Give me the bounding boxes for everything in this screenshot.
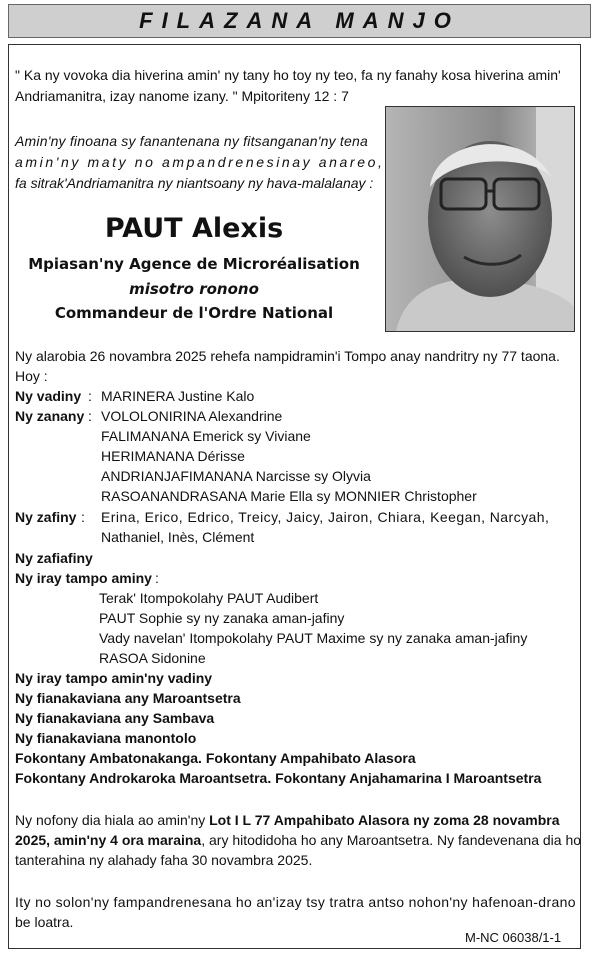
zanany-label: Ny zanany bbox=[15, 408, 85, 424]
vadiny-label: Ny vadiny bbox=[15, 388, 82, 404]
list-item: Vady navelan' Itompokolahy PAUT Maxime sy ny zanaka aman-jafiny bbox=[99, 630, 528, 646]
header-title: FILAZANA MANJO bbox=[139, 8, 460, 33]
list-item: Terak' Itompokolahy PAUT Audibert bbox=[99, 590, 319, 606]
intro-line-2: amin'ny maty no ampandrenesinay anareo, bbox=[15, 154, 385, 170]
zafiny-line-1: Erina, Erico, Edrico, Treicy, Jaicy, Jairon, Chiara, Keegan, Narcyah, bbox=[101, 509, 550, 525]
iray-tampo-sep: : bbox=[155, 570, 159, 586]
list-item: RASOA Sidonine bbox=[99, 650, 206, 666]
list-item: Ny fianakaviana any Sambava bbox=[15, 710, 215, 726]
closing-line-2: be loatra. bbox=[15, 914, 74, 930]
burial-text-2b: , ary hitodidoha ho any Maroantsetra. Ny fandevenana dia ho bbox=[201, 832, 582, 848]
verse-line-2: Andriamanitra, izay nanome izany. " Mpitoriteny 12 : 7 bbox=[15, 88, 349, 104]
burial-text-1a: Ny nofony dia hiala ao amin'ny bbox=[15, 812, 210, 828]
intro-line-3: fa sitrak'Andriamanitra ny niantsoany ny hava-malalanay : bbox=[15, 175, 374, 191]
list-item: VOLOLONIRINA Alexandrine bbox=[101, 408, 283, 424]
zafiafiny-label: Ny zafiafiny bbox=[15, 550, 93, 566]
list-item: RASOANANDRASANA Marie Ella sy MONNIER Christopher bbox=[101, 488, 477, 504]
deceased-title-2: misotro ronono bbox=[129, 280, 259, 298]
reference-code: M-NC 06038/1-1 bbox=[465, 930, 562, 945]
burial-time: 2025, amin'ny 4 ora maraina bbox=[15, 832, 202, 848]
list-item: Ny fianakaviana manontolo bbox=[15, 730, 197, 746]
zafiny-sep: : bbox=[81, 509, 85, 525]
portrait-image bbox=[386, 107, 574, 331]
vadiny-sep: : bbox=[88, 388, 92, 404]
list-item: Ny fianakaviana any Maroantsetra bbox=[15, 690, 241, 706]
iray-tampo-label: Ny iray tampo aminy bbox=[15, 570, 152, 586]
burial-place-date: Lot I L 77 Ampahibato Alasora ny zoma 28 novambra bbox=[209, 812, 560, 828]
death-line-1: Ny alarobia 26 novambra 2025 rehefa nampidramin'i Tompo anay nandritry ny 77 taona. bbox=[15, 348, 560, 364]
burial-line-1 bbox=[15, 810, 559, 830]
verse-line-1: " Ka ny vovoka dia hiverina amin' ny tany ho toy ny teo, fa ny fanahy kosa hiverina amin' bbox=[15, 67, 561, 83]
list-item: Fokontany Androkaroka Maroantsetra. Fokontany Anjahamarina I Maroantsetra bbox=[15, 770, 542, 786]
closing-line-1: Ity no solon'ny fampandrenesana ho an'izay tsy tratra antso nohon'ny hafenoan-drano bbox=[15, 894, 576, 910]
list-item: Ny iray tampo amin'ny vadiny bbox=[15, 670, 213, 686]
list-item: Fokontany Ambatonakanga. Fokontany Ampahibato Alasora bbox=[15, 750, 416, 766]
page-header bbox=[8, 4, 591, 38]
deceased-title-1: Mpiasan'ny Agence de Microréalisation bbox=[28, 255, 360, 273]
portrait-photo bbox=[385, 106, 575, 332]
list-item: ANDRIANJAFIMANANA Narcisse sy Olyvia bbox=[101, 468, 371, 484]
death-line-2: Hoy : bbox=[15, 368, 48, 384]
list-item: PAUT Sophie sy ny zanaka aman-jafiny bbox=[99, 610, 345, 626]
burial-line-3: tanterahina ny alahady faha 30 novambra 2025. bbox=[15, 852, 313, 868]
burial-line-2 bbox=[15, 830, 581, 850]
zanany-sep: : bbox=[88, 408, 92, 424]
list-item: HERIMANANA Dérisse bbox=[101, 448, 245, 464]
intro-line-1: Amin'ny finoana sy fanantenana ny fitsanganan'ny tena bbox=[15, 133, 368, 149]
vadiny-name: MARINERA Justine Kalo bbox=[101, 388, 255, 404]
list-item: FALIMANANA Emerick sy Viviane bbox=[101, 428, 311, 444]
deceased-name: PAUT Alexis bbox=[104, 213, 284, 244]
deceased-title-3: Commandeur de l'Ordre National bbox=[54, 304, 334, 322]
zafiny-line-2: Nathaniel, Inès, Clément bbox=[101, 529, 255, 545]
zafiny-label: Ny zafiny bbox=[15, 509, 77, 525]
